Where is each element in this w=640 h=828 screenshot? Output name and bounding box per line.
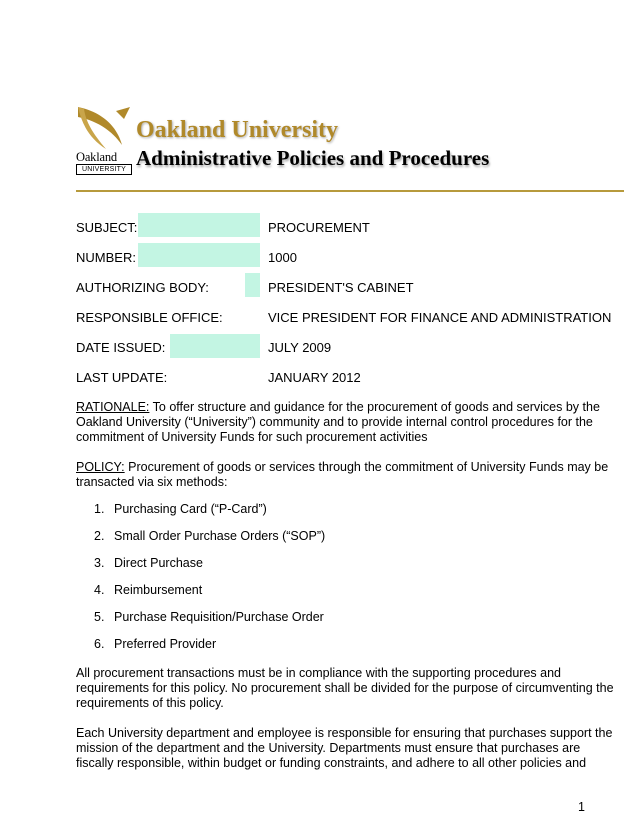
meta-row-last-update: [76, 366, 624, 388]
list-text: Direct Purchase: [114, 556, 203, 570]
meta-row-date-issued: [76, 336, 624, 358]
meta-row-number: [76, 246, 624, 268]
meta-label: SUBJECT:: [76, 220, 138, 235]
compliance-paragraph: All procurement transactions must be in compliance with the supporting procedures and requirements for this policy. No procurement shall be divided for the purpose of circumventing the requirements of this policy.: [76, 666, 614, 710]
meta-label: AUTHORIZING BODY:: [76, 280, 209, 295]
meta-label: RESPONSIBLE OFFICE:: [76, 310, 223, 325]
list-number: 6.: [94, 637, 105, 651]
meta-value: PROCUREMENT: [268, 220, 370, 235]
policy-heading: POLICY:: [76, 460, 125, 474]
meta-label: LAST UPDATE:: [76, 370, 168, 385]
policy-text: Procurement of goods or services through the commitment of University Funds may be transacted via six methods:: [76, 460, 609, 489]
list-number: 1.: [94, 502, 105, 516]
list-text: Small Order Purchase Orders (“SOP”): [114, 529, 326, 543]
meta-label: NUMBER:: [76, 250, 136, 265]
header-divider: [76, 190, 624, 192]
list-text: Purchase Requisition/Purchase Order: [114, 610, 324, 624]
rationale-heading: RATIONALE:: [76, 400, 150, 414]
list-text: Reimbursement: [114, 583, 203, 597]
list-text: Purchasing Card (“P-Card”): [114, 502, 267, 516]
responsibility-paragraph: Each University department and employee is responsible for ensuring that purchases support the mission of the department and the University. Departments must ensure that purchases are fiscally responsible, within budget or funding constraints, and adhere to all other policies and: [76, 726, 613, 770]
list-item: [94, 610, 324, 625]
university-title: Oakland University: [136, 117, 339, 143]
logo-wordmark: Oakland: [76, 150, 117, 164]
department-title: Administrative Policies and Procedures: [136, 146, 490, 170]
list-item: [94, 583, 202, 598]
meta-value: VICE PRESIDENT FOR FINANCE AND ADMINISTRATION: [268, 310, 612, 325]
meta-value: PRESIDENT'S CABINET: [268, 280, 414, 295]
policy-paragraph: [76, 460, 616, 490]
meta-value: JULY 2009: [268, 340, 332, 355]
list-text: Preferred Provider: [114, 637, 217, 651]
meta-row-subject: [76, 216, 624, 238]
list-item: [94, 529, 325, 544]
meta-row-authorizing-body: [76, 276, 624, 298]
list-item: [94, 556, 203, 571]
meta-value: JANUARY 2012: [268, 370, 361, 385]
meta-label: DATE ISSUED:: [76, 340, 166, 355]
list-item: [94, 502, 267, 517]
list-number: 5.: [94, 610, 105, 624]
list-number: 2.: [94, 529, 105, 543]
logo-subtitle: UNIVERSITY: [76, 164, 132, 175]
university-logo: [76, 105, 132, 173]
meta-value: 1000: [268, 250, 297, 265]
page-number: 1: [578, 800, 585, 814]
list-number: 3.: [94, 556, 105, 570]
list-item: [94, 637, 216, 652]
list-number: 4.: [94, 583, 105, 597]
rationale-paragraph: [76, 400, 616, 445]
meta-row-responsible-office: [76, 306, 624, 328]
logo-emblem-icon: [76, 105, 132, 153]
rationale-text: To offer structure and guidance for the procurement of goods and services by the Oakland University (“University”) community and to provide internal control procedures for the commitment of University Funds for such procurement activities: [76, 400, 600, 444]
